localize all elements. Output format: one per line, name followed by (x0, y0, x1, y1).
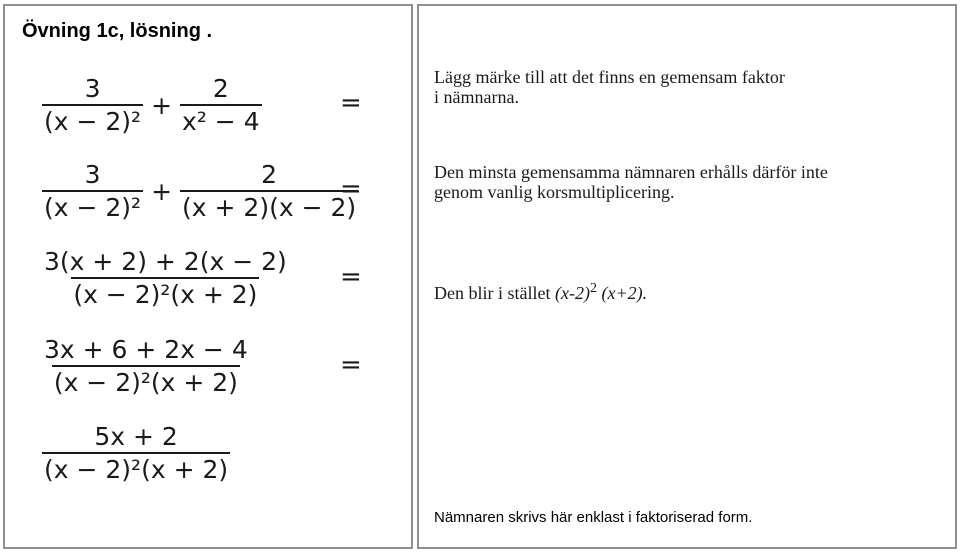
step-1-expression (42, 74, 262, 136)
note-line: i nämnarna. (434, 87, 519, 107)
numerator: 3(x + 2) + 2(x − 2) (44, 247, 287, 276)
equals-sign: = (340, 350, 362, 380)
step-3-fraction (42, 247, 289, 309)
note-expression-base: (x-2) (554, 283, 590, 303)
numerator: 2 (261, 160, 278, 189)
equals-sign: = (340, 174, 362, 204)
step-2-expression (42, 160, 358, 222)
note-expression-suffix: (x+2). (601, 283, 648, 303)
step-1-fraction-1 (42, 74, 143, 136)
note-instead (434, 279, 647, 303)
exercise-title: Övning 1c, lösning . (22, 20, 213, 42)
step-2-fraction-2 (180, 160, 358, 222)
step-5-expression (42, 422, 230, 484)
denominator: (x − 2)²(x + 2) (71, 277, 259, 309)
step-3-expression (42, 247, 289, 309)
plus-sign: + (151, 176, 173, 206)
step-5-fraction (42, 422, 230, 484)
note-prefix: Den blir i stället (434, 283, 551, 303)
equals-sign: = (340, 262, 362, 292)
numerator: 3 (84, 160, 101, 189)
numerator: 5x + 2 (94, 422, 178, 451)
numerator: 3x + 6 + 2x − 4 (44, 335, 248, 364)
denominator: (x − 2)² (42, 104, 143, 136)
step-4-expression (42, 335, 250, 397)
denominator: (x − 2)²(x + 2) (42, 452, 230, 484)
step-2-fraction-1 (42, 160, 143, 222)
step-1-fraction-2 (180, 74, 262, 136)
numerator: 2 (212, 74, 229, 103)
note-line: Den minsta gemensamma nämnaren erhålls därför inte (434, 162, 828, 182)
note-exponent: 2 (589, 281, 597, 296)
denominator: x² − 4 (180, 104, 262, 136)
plus-sign: + (151, 90, 173, 120)
denominator: (x − 2)² (42, 190, 143, 222)
note-line: genom vanlig korsmultiplicering. (434, 182, 675, 202)
denominator: (x + 2)(x − 2) (180, 190, 358, 222)
note-line: Lägg märke till att det finns en gemensam faktor (434, 67, 785, 87)
note-least-common-denominator (434, 162, 828, 202)
numerator: 3 (84, 74, 101, 103)
footer-note: Nämnaren skrivs här enklast i faktoriserad form. (434, 509, 753, 526)
step-4-fraction (42, 335, 250, 397)
equals-sign: = (340, 88, 362, 118)
note-common-factor (434, 67, 785, 107)
denominator: (x − 2)²(x + 2) (52, 365, 240, 397)
